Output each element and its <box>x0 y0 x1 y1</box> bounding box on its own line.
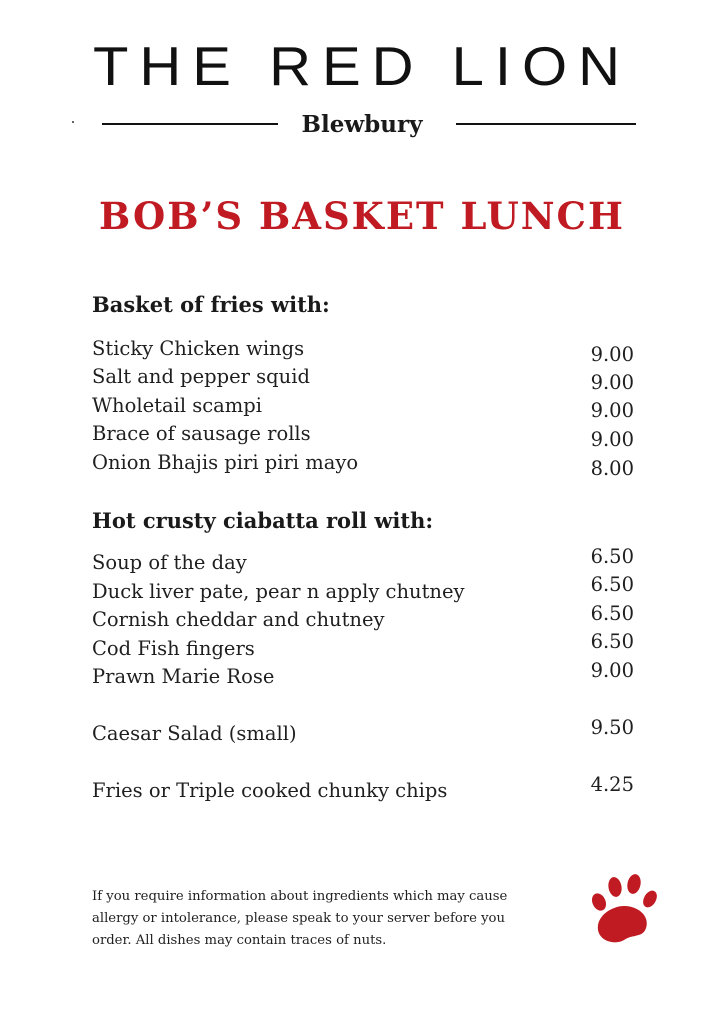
item-price: 8.00 <box>590 457 634 480</box>
section-heading-fries: Basket of fries with: <box>92 292 330 317</box>
item-price: 6.50 <box>590 630 634 653</box>
location-name: Blewbury <box>301 111 423 138</box>
menu-item <box>92 602 634 635</box>
menu-item <box>92 419 634 449</box>
item-price: 9.00 <box>590 343 634 366</box>
item-name: Salt and pepper squid <box>92 365 310 388</box>
menu-item <box>92 659 634 692</box>
item-price: 4.25 <box>590 773 634 796</box>
menu-item <box>92 448 634 478</box>
paw-print-shapes <box>589 873 659 942</box>
menu-item <box>92 391 634 421</box>
item-price: 9.00 <box>590 428 634 451</box>
menu-item <box>92 362 634 392</box>
item-price: 6.50 <box>590 573 634 596</box>
item-name: Cod Fish fingers <box>92 637 255 660</box>
menu-item <box>92 773 634 806</box>
menu-item <box>92 630 634 664</box>
item-name: Cornish cheddar and chutney <box>92 608 385 631</box>
item-name: Prawn Marie Rose <box>92 665 275 688</box>
divider-right <box>456 123 636 125</box>
menu-title: BOB’S BASKET LUNCH <box>99 194 625 238</box>
paw-print-icon <box>588 872 664 948</box>
item-name: Soup of the day <box>92 551 247 574</box>
item-price: 9.00 <box>590 399 634 422</box>
item-price: 6.50 <box>590 545 634 568</box>
menu-item <box>92 545 634 578</box>
location-row <box>0 108 724 142</box>
menu-item <box>92 573 634 607</box>
item-name: Caesar Salad (small) <box>92 722 297 745</box>
allergy-note: If you require information about ingredients which may cause allergy or intolerance, please speak to your server before you order. All dishes may contain traces of nuts. <box>92 889 508 948</box>
menu-item <box>92 334 634 364</box>
item-name: Brace of sausage rolls <box>92 422 311 445</box>
item-name: Duck liver pate, pear n apply chutney <box>92 580 465 603</box>
item-price: 9.00 <box>590 371 634 394</box>
item-price: 9.00 <box>590 659 634 682</box>
item-price: 6.50 <box>590 602 634 625</box>
item-name: Wholetail scampi <box>92 394 263 417</box>
section-heading-ciabatta: Hot crusty ciabatta roll with: <box>92 508 434 533</box>
brand-name: THE RED LION <box>92 35 632 98</box>
item-price: 9.50 <box>590 716 634 739</box>
item-name: Sticky Chicken wings <box>92 337 305 360</box>
menu-item <box>92 716 634 749</box>
item-name: Onion Bhajis piri piri mayo <box>92 451 359 474</box>
item-name: Fries or Triple cooked chunky chips <box>92 779 448 802</box>
